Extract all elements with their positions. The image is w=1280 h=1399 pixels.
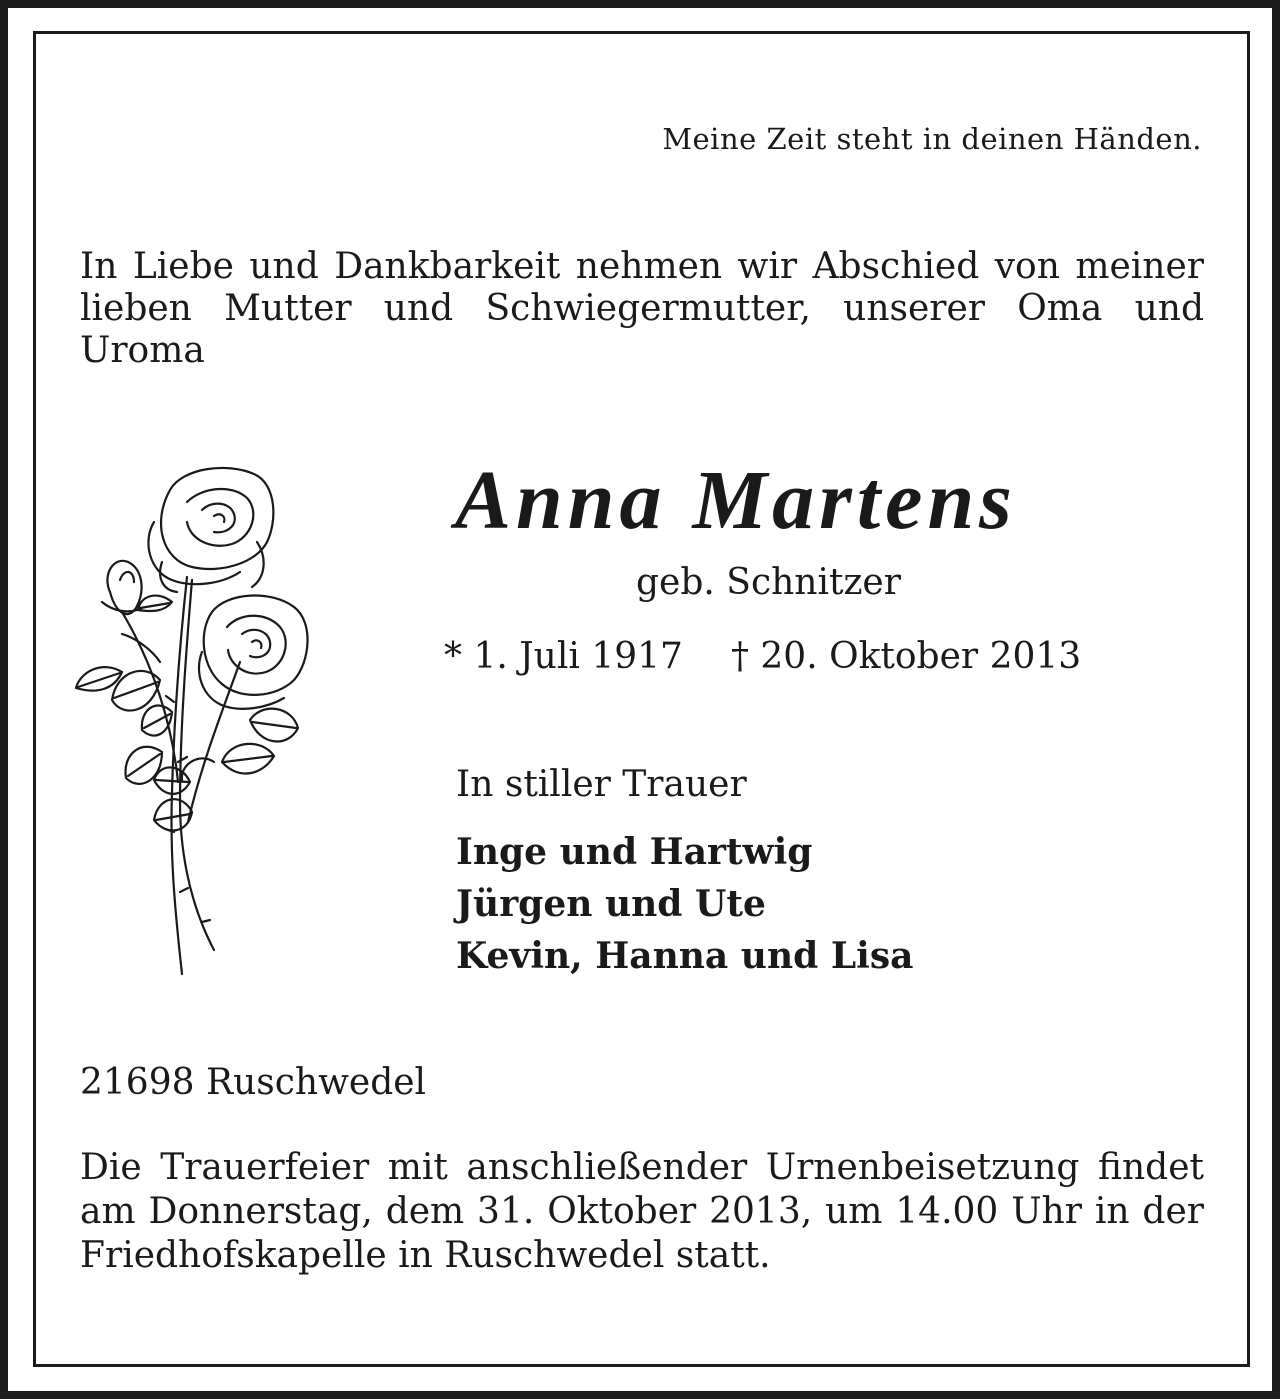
place: 21698 Ruschwedel (80, 1062, 427, 1103)
intro-text: In Liebe und Dankbarkeit nehmen wir Abschied von meiner lieben Mutter und Schwiegermutter, unserer Oma und Uroma (80, 246, 1204, 371)
family-member: Jürgen und Ute (456, 883, 766, 925)
family-list (456, 826, 913, 982)
life-dates (444, 636, 1081, 677)
family-member: Inge und Hartwig (456, 831, 813, 873)
family-member: Kevin, Hanna und Lisa (456, 935, 914, 977)
death-date: † 20. Oktober 2013 (730, 636, 1082, 677)
birth-name: geb. Schnitzer (636, 562, 901, 603)
deceased-name: Anna Martens (455, 454, 1017, 547)
motto: Meine Zeit steht in deinen Händen. (662, 122, 1202, 156)
ceremony-text: Die Trauerfeier mit anschließender Urnenbeisetzung findet am Donnerstag, dem 31. Oktober 2013, um 14.00 Uhr in der Friedhofskapelle in Ruschwedel statt. (80, 1147, 1204, 1276)
rose-illustration (62, 462, 312, 982)
mourning-line: In stiller Trauer (456, 764, 747, 805)
birth-date: * 1. Juli 1917 (444, 636, 683, 677)
